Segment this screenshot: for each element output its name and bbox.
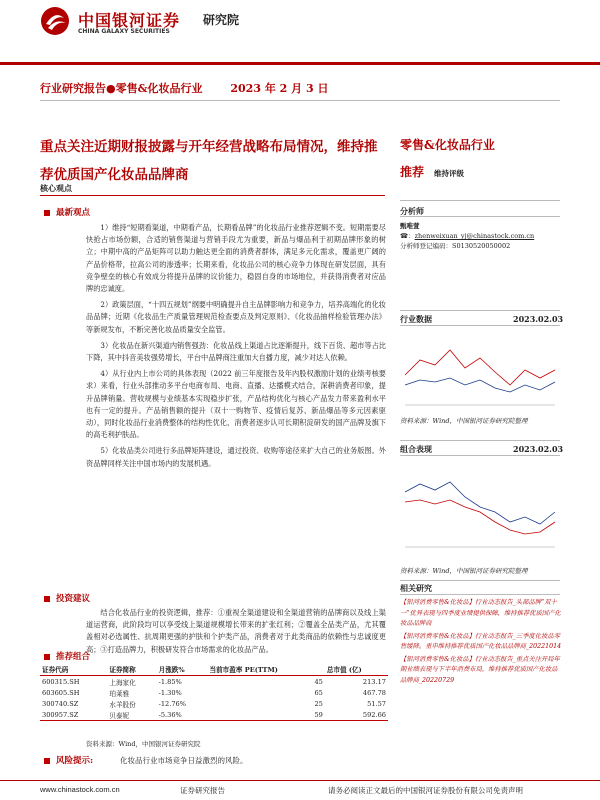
sidebar-rule: [400, 580, 560, 581]
latest-view-heading: 最新观点: [44, 206, 90, 218]
sidebar-industry: 零售&化妆品行业: [400, 138, 495, 152]
bullet-square-icon: [44, 596, 50, 602]
core-view-rule: [40, 195, 385, 196]
rating-block: [400, 163, 464, 180]
email-icon: ☎：: [400, 232, 415, 240]
bullet-square-icon: [44, 758, 50, 764]
industry-data-chart: [400, 330, 560, 412]
report-category: 行业研究报告●零售&化妆品行业: [40, 82, 203, 95]
col-pe: 当前市盈率 PE(TTM): [208, 663, 325, 676]
table-row: 300957.SZ 贝泰妮 -5.36% 59 592.66: [42, 710, 386, 720]
analyst-label: 分析师: [400, 206, 424, 216]
sidebar-rule: [400, 200, 560, 201]
table-header-row: [40, 663, 388, 676]
combo-date: 2023.02.03: [513, 444, 564, 454]
col-name: 证券简称: [107, 663, 156, 676]
stocks-heading: 推荐组合: [44, 650, 90, 662]
sidebar-rule: [400, 455, 560, 456]
analyst-email-row: [400, 231, 534, 240]
advice-heading: 投资建议: [44, 592, 90, 604]
report-date: 2023 年 2 月 3 日: [230, 82, 329, 95]
combo-chart: [400, 462, 560, 554]
sidebar-rule: [400, 325, 560, 326]
table-row: 600315.SH 上海家化 -1.85% 45 213.17: [42, 677, 386, 687]
table-source: 资料来源：Wind，中国银河证券研究院: [86, 740, 201, 748]
latest-view-body: [86, 222, 386, 470]
related-item[interactable]: 【银河消费零售&化妆品】行业动态报告_三季度化妆品零售缓降。重申维持推荐优质国产化妆品品牌商_20221014: [400, 632, 562, 650]
sidebar-rule: [400, 310, 560, 311]
bullet-square-icon: [44, 654, 50, 660]
analyst-name: 甄唯萱: [400, 222, 420, 230]
combo-label: 组合表现: [400, 444, 432, 454]
paragraph-2: 2）政策层面，“十四五规划”纲要中明确提升自主品牌影响力和竞争力，培养高端化的化妆品品牌；近期《化妆品生产质量管理规范检查要点及判定原则》、《化妆品抽样检验管理办法》等新规发布，不断完善化妆品质量安全监管。: [86, 300, 386, 334]
table-row: 300740.SZ 水羊股份 -12.76% 25 51.57: [42, 699, 386, 709]
advice-text: 结合化妆品行业的投资逻辑，推荐：①重视全渠道建设和全渠道营销的品牌商以及线上渠道运营商，此阶段均可以享受线上渠道规模增长带来的扩张红利；②覆盖全品类产品，尤其覆盖相对必选属性、抗周期更强的护肤和个护类产品，消费者对于此类商品的依赖性与忠诚度更高；③打造品牌力，积极研发符合市场需求的化妆品产品。: [86, 608, 386, 654]
brand-institute: 研究院: [203, 13, 240, 27]
paragraph-5: 5）化妆品类公司进行多品牌矩阵建设，通过投资、收购等途径来扩大自己的业务版图。外资品牌同样关注中国市场内的发展机遇。: [86, 446, 386, 468]
related-list: [400, 598, 562, 686]
brand-name-en: CHINA GALAXY SECURITIES: [78, 28, 170, 35]
stocks-table: [40, 663, 388, 721]
report-header: [40, 80, 328, 96]
header-divider: [0, 62, 600, 65]
related-item[interactable]: 【银河消费零售&化妆品】行业动态报告_头部品牌“双十一”优异表现与四季度业绩提供保障，维持推荐优质国产化妆品品牌商: [400, 599, 561, 627]
col-change: 月涨跌%: [157, 663, 208, 676]
related-item[interactable]: 【银河消费零售&化妆品】行业动态报告_重点关注开局年期业绩表现与下半年消费布局，维持推荐优质国产化妆品品牌商_20220729: [400, 655, 560, 684]
chart-series-blue: [405, 378, 555, 392]
sidebar-rule: [400, 594, 560, 595]
industry-data-source: 资料来源：Wind，中国银河证券研究院整理: [400, 417, 528, 425]
brand-name-cn: 中国银河证券: [78, 11, 181, 30]
sidebar-rule: [400, 216, 560, 217]
paragraph-3: 3）化妆品在新兴渠道内销售强劲：化妆品线上渠道占比逐渐提升，线下百货、超市等占比下降，其中抖音美妆强势增长，平台中品牌商注重加大自播力度，减少对达人依赖。: [86, 340, 386, 363]
report-title: 重点关注近期财报披露与开年经营战略布局情况，维持推荐优质国产化妆品品牌商: [40, 139, 378, 183]
brand-logo: [40, 6, 260, 40]
galaxy-logo-icon: [40, 6, 70, 36]
analyst-license: 分析师登记编码：S0130520050002: [400, 242, 511, 250]
table-row: 603605.SH 珀莱雅 -1.30% 65 467.78: [42, 688, 386, 698]
analyst-email[interactable]: zhenweixuan_yj@chinastock.com.cn: [414, 232, 535, 240]
risk-heading: 风险提示:: [44, 754, 93, 766]
combo-source: 资料来源：Wind，中国银河证券研究院整理: [400, 567, 528, 575]
rating-sub: 维持评级: [434, 169, 465, 178]
industry-data-date: 2023.02.03: [513, 314, 564, 324]
risk-text: 化妆品行业市场竞争日益激烈的风险。: [120, 756, 248, 765]
paragraph-4: 4）从行业内上市公司的具体表现（2022 前三年度报告及年内股权激励计划的业绩考核要求）来看，行业头部推动多平台电商布局、电商、直播、达播模式结合，深耕消费者印象，提升品牌销量。营收规模与业绩基本实现稳步扩张，产品结构优化与核心产品发力带来盈利水平也有一定的提升。产品销售额的提升（双十一购物节、疫情后复苏、新品爆品等多元因素驱动），同时化妆品行业消费整体的结构性优化，消费者逐步认可长期积淀研发的国产品牌及旗下的高毛利护肤品。: [86, 369, 386, 440]
related-label: 相关研究: [400, 583, 432, 593]
chart-series-blue: [405, 482, 555, 524]
col-mktcap: 总市值 (亿): [325, 663, 388, 676]
industry-data-label: 行业数据: [400, 314, 432, 324]
col-code: 证券代码: [40, 663, 107, 676]
rating-value: 推荐: [400, 165, 425, 179]
footer-mid: 证券研究报告: [180, 786, 225, 795]
core-view-label: 核心观点: [40, 183, 72, 193]
header-rule: [40, 100, 560, 101]
chart-series-red: [405, 500, 555, 534]
sidebar-rule: [400, 440, 560, 441]
footer-website[interactable]: www.chinastock.com.cn: [40, 785, 120, 794]
paragraph-1: 1）维持“短期看渠道，中期看产品，长期看品牌”的化妆品行业推荐逻辑不变。短期需要尽快抢占市场份额，合适的销售渠道与营销手段尤为重要，新品与爆品利于初期品牌形象的树立；中期中高的产品矩阵可以助力触达更全面的消费者群体，满足多元化需求，覆盖更广阔的产品价格带，拉高公司的渗透率；长期来看，化妆品公司的核心竞争力体现在研发层面，具有竞争壁垒的核心有效成分将提升品牌的议价能力，稳固自身的市场地位，并获得消费者对应品牌的忠诚度。: [86, 223, 386, 294]
footer-rule: [0, 780, 600, 781]
bullet-square-icon: [44, 210, 50, 216]
footer-disclaimer: 请务必阅读正文最后的中国银河证券股份有限公司免责声明: [328, 786, 523, 795]
